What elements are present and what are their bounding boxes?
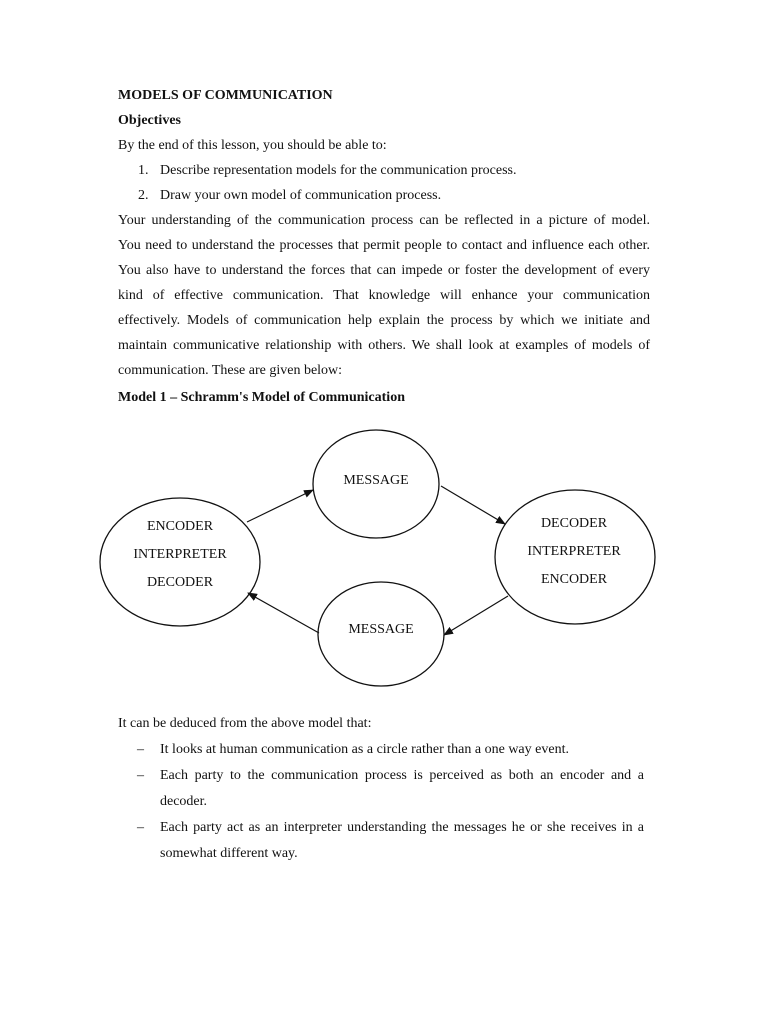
- left-node-label: ENCODER: [146, 519, 214, 534]
- left-node-label: INTERPRETER: [133, 547, 227, 562]
- bullet-text: It looks at human communication as a circle rather than a one way event.: [160, 742, 569, 757]
- paragraph-line: communication. These are given below:: [118, 363, 343, 378]
- paragraph-line: You also have to understand the forces that can impede or foster the development of every: [118, 263, 650, 278]
- schramm-model-diagram: [0, 400, 768, 700]
- left-node-ellipse: [100, 498, 260, 626]
- document-title: MODELS OF COMMUNICATION: [118, 88, 333, 103]
- objective-number: 2.: [138, 188, 149, 203]
- bullet-text: somewhat different way.: [160, 846, 298, 861]
- right-node-label: DECODER: [540, 516, 608, 531]
- bullet-text: Each party act as an interpreter understanding the messages he or she receives in a: [160, 820, 644, 835]
- arrow-decoder-to-message: [444, 596, 508, 635]
- objective-item: Draw your own model of communication process.: [160, 188, 442, 203]
- bullet-dash: –: [137, 742, 144, 757]
- paragraph-line: Your understanding of the communication process can be reflected in a picture of model.: [118, 213, 650, 228]
- paragraph-line: effectively. Models of communication help explain the process by which we initiate and: [118, 313, 650, 328]
- right-node-label: INTERPRETER: [527, 544, 621, 559]
- arrow-encoder-to-message: [247, 490, 313, 522]
- bullet-text: decoder.: [160, 794, 208, 809]
- deduction-intro: It can be deduced from the above model that:: [118, 716, 372, 731]
- top-message-label: MESSAGE: [343, 473, 409, 488]
- bullet-text: Each party to the communication process is perceived as both an encoder and a: [160, 768, 644, 783]
- arrow-message-to-decoder: [441, 486, 505, 524]
- objective-number: 1.: [138, 163, 149, 178]
- bullet-dash: –: [137, 820, 144, 835]
- objectives-heading: Objectives: [118, 113, 181, 128]
- paragraph-line: kind of effective communication. That knowledge will enhance your communication: [118, 288, 650, 303]
- right-node-label: ENCODER: [540, 572, 608, 587]
- objective-item: Describe representation models for the communication process.: [160, 163, 517, 178]
- paragraph-line: maintain communicative relationship with others. We shall look at examples of models of: [118, 338, 650, 353]
- left-node-label: DECODER: [146, 575, 214, 590]
- bullet-dash: –: [137, 768, 144, 783]
- objectives-intro: By the end of this lesson, you should be able to:: [118, 138, 387, 153]
- model-heading: Model 1 – Schramm's Model of Communication: [118, 390, 405, 405]
- bottom-message-label: MESSAGE: [348, 622, 414, 637]
- paragraph-line: You need to understand the processes that permit people to contact and influence each other.: [118, 238, 650, 253]
- arrow-message-to-encoder: [248, 593, 319, 633]
